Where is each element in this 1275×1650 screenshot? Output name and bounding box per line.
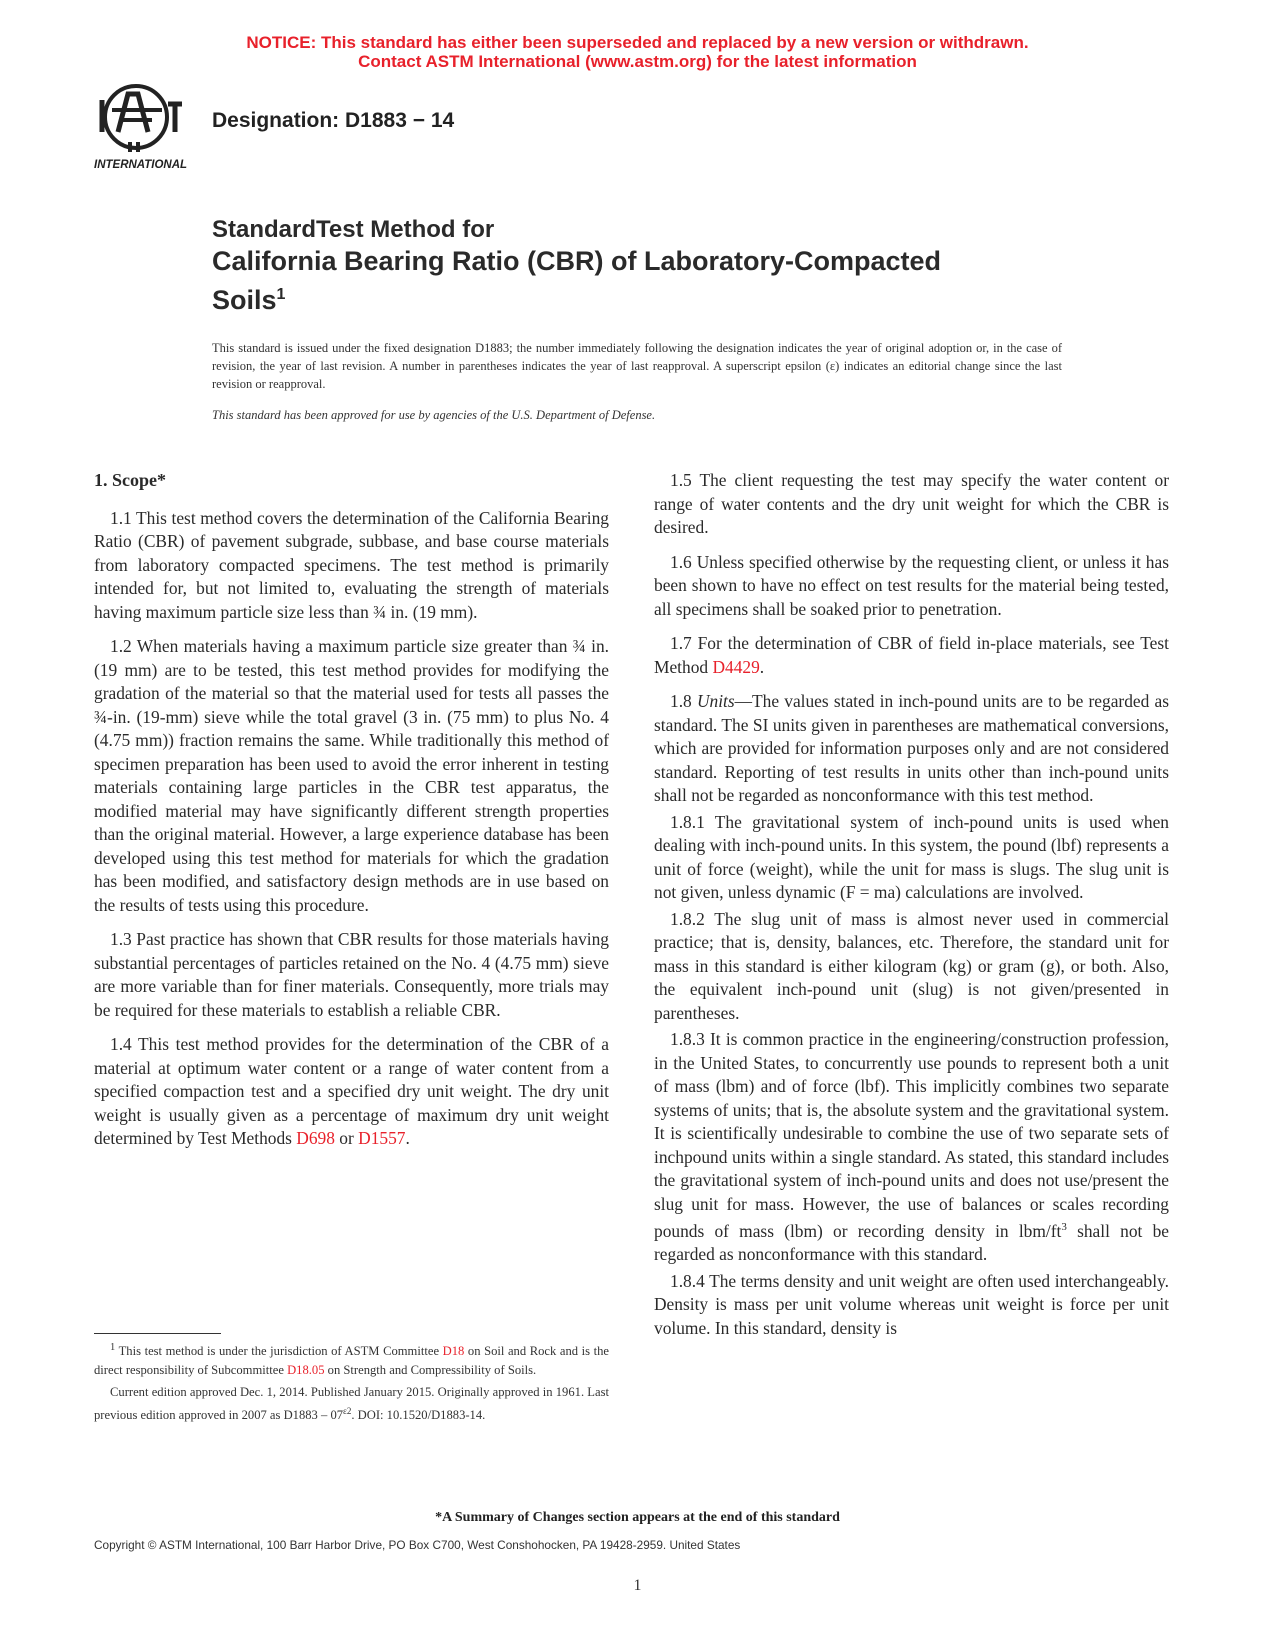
paragraph-1-7-text: 1.7 For the determination of CBR of field in-place materials, see Test Method [654,633,1169,677]
paragraph-1-8-3-text: 1.8.3 It is common practice in the engineering/construction profession, in the United States, to concurrently use pounds to represent both a unit of mass (lbm) and of force (lbf). This implicitly combines two separate systems of units; that is, the absolute system and the gravitational system. It is scientifically undesirable to combine the use of two separate sets of inchpound units within a single standard. As stated, this standard includes the gravitational system of inch-pound units and does not use/present the slug unit for mass. However, the use of balances or scales recording pounds of mass (lbm) or recording density in lbm/ft [654,1029,1169,1241]
issued-note: This standard is issued under the fixed designation D1883; the number immediately following the designation indicates the year of original adoption or, in the case of revision, the year of last revision. A number in parentheses indicates the year of last reapproval. A superscript epsilon (ε) indicates an editorial change since the last revision or reapproval. [212,341,1062,391]
paragraph-1-6: 1.6 Unless specified otherwise by the requesting client, or unless it has been shown to have no effect on test results for the material being tested, all specimens shall be soaked prior to penetration. [654,551,1169,619]
paragraph-1-7-end: . [759,656,765,677]
title-line-1: StandardTest Method for [212,216,495,243]
summary-note: *A Summary of Changes section appears at the end of this standard [435,1510,840,1525]
link-d4429[interactable]: D4429 [712,656,760,677]
paragraph-1-8-4: 1.8.4 The terms density and unit weight are often used interchangeably. Density is mass per unit volume whereas unit weight is force per unit volume. In this standard, density is [654,1270,1169,1338]
left-column [94,469,609,1162]
paragraph-1-4-end: . [405,1128,410,1148]
paragraph-1-2: 1.2 When materials having a maximum particle size greater than ¾ in. (19 mm) are to be tested, this test method provides for modifying the gradation of the material so that the material used for tests all passes the ¾-in. (19-mm) sieve while the total gravel (3 in. (75 mm) to plus No. 4 (4.75 mm)) fraction remains the same. While traditionally this method of specimen preparation has been used to avoid the error inherent in testing materials containing large particles in the CBR test apparatus, the modified material may have significantly different strength properties than the original material. However, a large experience database has been developed using this test method for materials for which the gradation has been modified, and satisfactory design methods are in use based on the results of tests using this procedure. [94,636,609,915]
footnote-divider [94,1333,221,1334]
approved-note: This standard has been approved for use by agencies of the U.S. Department of Defense. [212,408,656,422]
paragraph-1-5: 1.5 The client requesting the test may specify the water content or range of water contents and the dry unit weight for which the CBR is desired. [654,470,1169,537]
astm-logo-icon [88,82,200,172]
paragraph-1-8-units: Units [696,691,735,711]
link-d18[interactable]: D18 [442,1344,465,1359]
copyright: Copyright © ASTM International, 100 Barr Harbor Drive, PO Box C700, West Conshohocken, PA 19428-2959. United States [94,1538,741,1552]
right-column [654,469,1169,1343]
paragraph-1-8-1: 1.8.1 The gravitational system of inch-pound units is used when dealing with inch-pound units. In this system, the pound (lbf) represents a unit of force (weight), while the unit for mass is slugs. The slug unit is not given, unless dynamic (F = ma) calculations are involved. [654,811,1169,902]
paragraph-1-7 [654,632,1169,679]
footnote-1-end: on Strength and Compressibility of Soils. [324,1362,537,1377]
notice-line-1: NOTICE: This standard has either been superseded and replaced by a new version or withdrawn. [246,33,1029,52]
paragraph-1-8-3-end: shall not be regarded as nonconformance with this standard. [654,1220,1169,1265]
footnote-edition-end: . DOI: 10.1520/D1883-14. [351,1408,486,1423]
link-d18-05[interactable]: D18.05 [287,1362,325,1377]
title-line-3-text: Soils [212,285,277,315]
paragraph-1-8-3 [654,1028,1169,1267]
paragraph-1-4-mid: or [334,1128,359,1148]
designation: Designation: D1883 − 14 [212,109,455,132]
paragraph-1-4 [94,1033,609,1151]
footnotes [94,1339,609,1429]
paragraph-1-8 [654,690,1169,808]
paragraph-1-1: 1.1 This test method covers the determination of the California Bearing Ratio (CBR) of pavement subgrade, subbase, and base course materials from laboratory compacted specimens. The test method is primarily intended for, but not limited to, evaluating the strength of materials having maximum particle size less than ¾ in. (19 mm). [94,507,609,622]
title-line-3 [212,278,941,317]
title-line-2: California Bearing Ratio (CBR) of Laboratory-Compacted [212,246,942,276]
footnote-edition-sup: ε2 [343,1405,352,1416]
link-d698[interactable]: D698 [296,1128,335,1148]
paragraph-1-8-text: —The values stated in inch-pound units are to be regarded as standard. The SI units given in parentheses are mathematical conversions, which are provided for information purposes only and are not considered standard. Reporting of test results in units other than inch-pound units shall not be regarded as nonconformance with this test method. [654,691,1169,805]
notice-line-2: Contact ASTM International (www.astm.org) for the latest information [358,52,917,71]
page-number: 1 [633,1577,642,1594]
paragraph-1-3: 1.3 Past practice has shown that CBR results for those materials having substantial percentages of particles retained on the No. 4 (4.75 mm) sieve are more variable than for finer materials. Consequently, more trials may be required for these materials to establish a reliable CBR. [94,929,609,1020]
title-footnote-mark: 1 [276,286,286,303]
footnote-1-mark: 1 [110,1342,116,1353]
paragraph-1-8-3-sup: 3 [1061,1221,1067,1233]
footnote-1-text: This test method is under the jurisdiction of ASTM Committee [115,1344,443,1359]
section-heading-scope: 1. Scope* [94,470,166,490]
link-d1557[interactable]: D1557 [358,1128,406,1148]
footnote-edition [94,1383,609,1424]
logo-text: INTERNATIONAL [94,159,188,171]
footnote-1 [94,1339,609,1379]
superseded-notice [0,33,1275,71]
document-title [212,215,941,317]
footnote-edition-text: Current edition approved Dec. 1, 2014. Published January 2015. Originally approved in 1961. Last previous edition approved in 2007 as D1883 – 07 [94,1385,609,1423]
paragraph-1-8-2: 1.8.2 The slug unit of mass is almost never used in commercial practice; that is, density, balances, etc. Therefore, the standard unit for mass in this standard is either kilogram (kg) or gram (g), or both. Also, the equivalent inch-pound unit (slug) is not given/presented in parentheses. [654,908,1169,1023]
paragraph-1-4-text: 1.4 This test method provides for the determination of the CBR of a material at optimum water content or a range of water content from a specified compaction test and a specified dry unit weight. The dry unit weight is usually given as a percentage of maximum dry unit weight determined by Test Methods [94,1034,609,1148]
footnote-1-mid: on Soil and Rock and is the direct responsibility of Subcommittee [94,1344,610,1377]
paragraph-1-8-num: 1.8 [670,691,697,711]
